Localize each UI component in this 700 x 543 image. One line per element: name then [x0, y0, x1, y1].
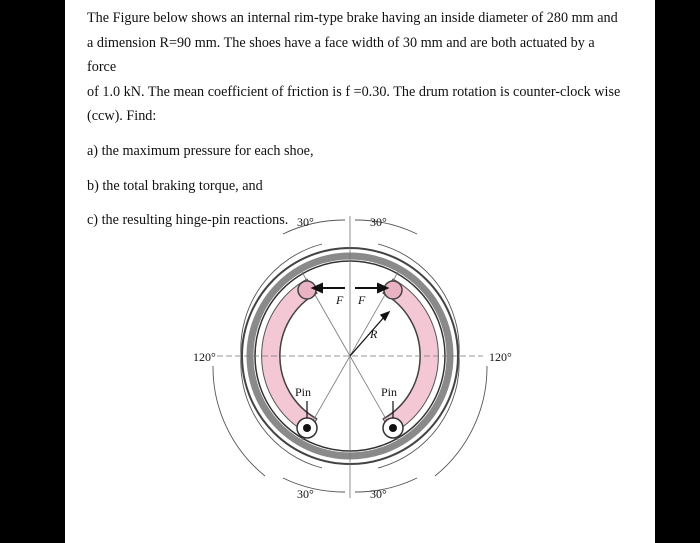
problem-statement	[87, 6, 627, 129]
problem-text	[87, 6, 627, 232]
problem-page	[65, 0, 655, 543]
pin-label-left: Pin	[295, 385, 312, 399]
question-a: a) the maximum pressure for each shoe,	[87, 143, 314, 159]
angle-bottom-right: 30°	[370, 487, 387, 501]
center-lines	[217, 216, 483, 498]
brake-figure	[185, 206, 515, 516]
problem-line-1: The Figure below shows an internal rim-type brake having an inside diameter of 280 mm and	[87, 10, 618, 26]
force-label-left: F	[336, 293, 344, 307]
angle-bottom-left: 30°	[297, 487, 314, 501]
right-actuator	[384, 281, 402, 299]
question-b: b) the total braking torque, and	[87, 177, 263, 194]
force-label-right: F	[358, 293, 366, 307]
problem-line-2: a dimension R=90 mm. The shoes have a face width of 30 mm and are both actuated by a force	[87, 34, 595, 75]
left-actuator	[298, 281, 316, 299]
radius-label: R	[370, 327, 378, 341]
pin-label-right: Pin	[381, 385, 398, 399]
angle-top-left: 30°	[297, 215, 314, 229]
question-c: c) the resulting hinge-pin reactions.	[87, 212, 289, 228]
angle-top-right: 30°	[370, 215, 387, 229]
problem-line-4: (ccw). Find:	[87, 108, 157, 124]
angle-right: 120°	[489, 350, 512, 364]
problem-line-3: of 1.0 kN. The mean coefficient of friction is f =0.30. The drum rotation is counter-clock wise	[87, 83, 621, 100]
angle-left: 120°	[193, 350, 216, 364]
